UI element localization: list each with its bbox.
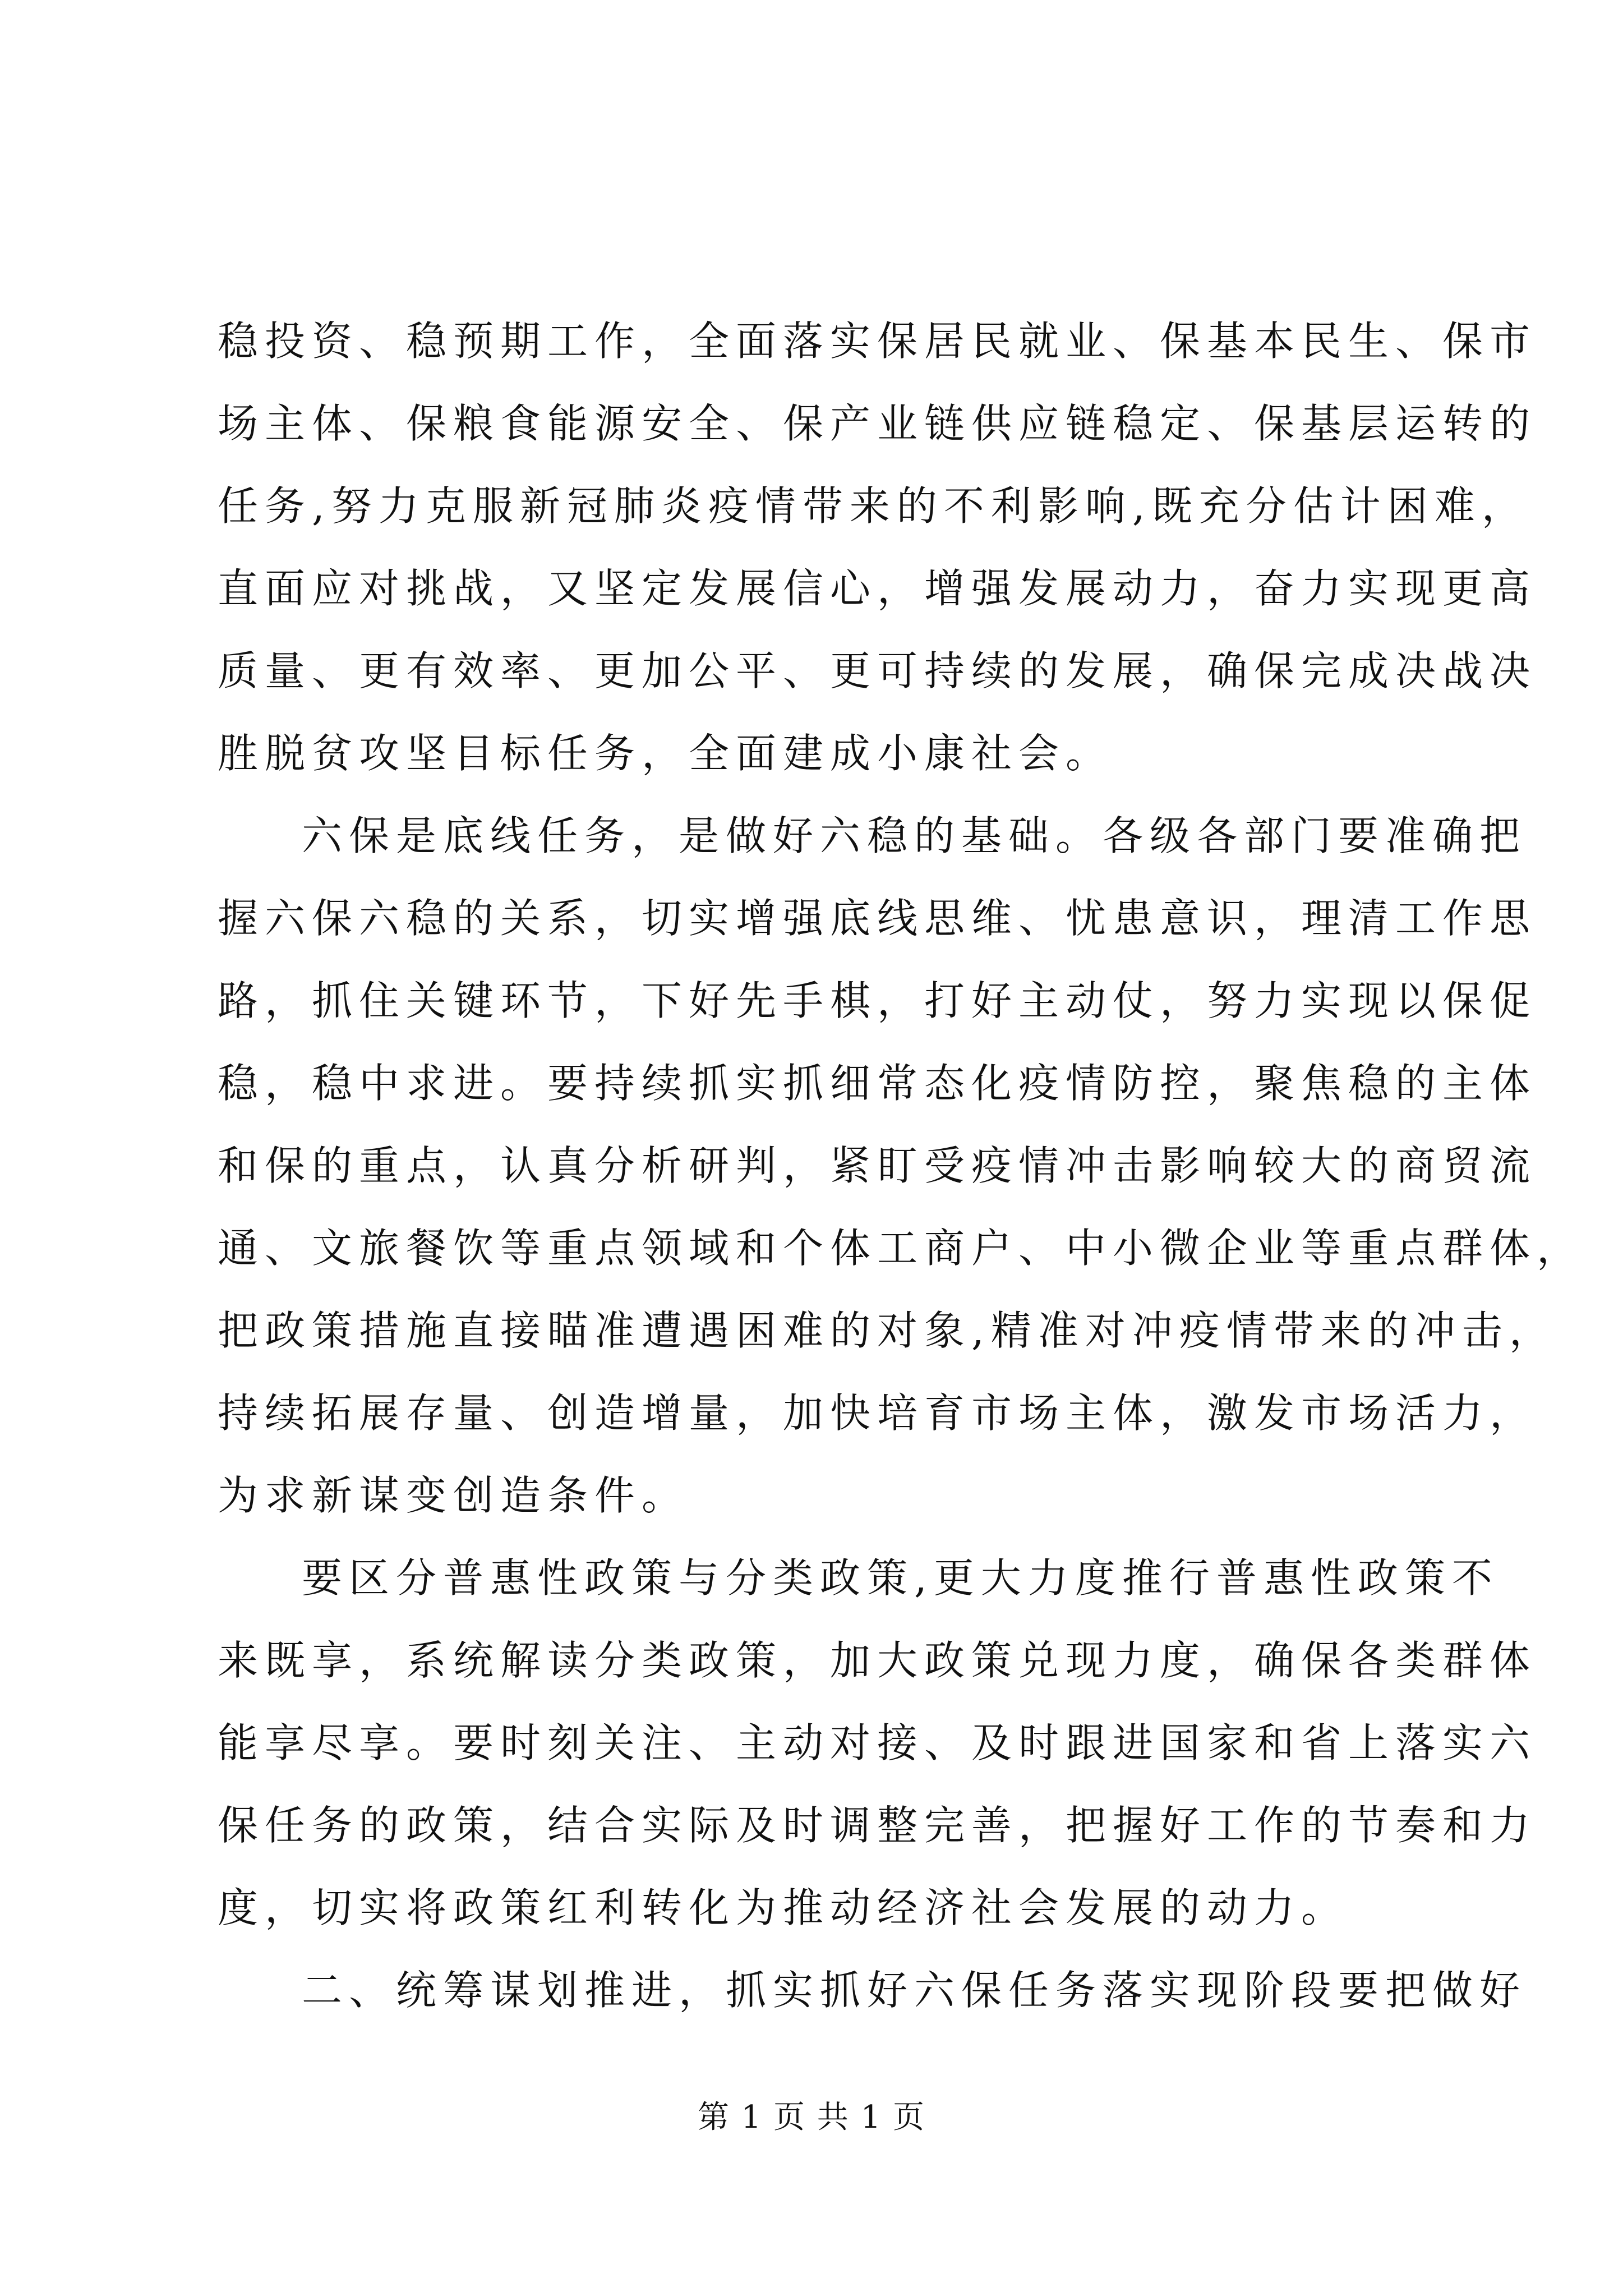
text-line: 路，抓住关键环节，下好先手棋，打好主动仗，努力实现以保促 — [218, 977, 1537, 1024]
paragraph-first-line: 六保是底线任务，是做好六稳的基础。各级各部门要准确把 — [302, 812, 1527, 859]
text-line: 保任务的政策，结合实际及时调整完善，把握好工作的节奏和力 — [218, 1802, 1537, 1849]
text-line: 能享尽享。要时刻关注、主动对接、及时跟进国家和省上落实六 — [218, 1719, 1537, 1766]
text-line: 为求新谋变创造条件。 — [218, 1472, 689, 1519]
text-line: 直面应对挑战，又坚定发展信心，增强发展动力，奋力实现更高 — [218, 565, 1537, 612]
paragraph-first-line: 二、统筹谋划推进，抓实抓好六保任务落实现阶段要把做好 — [302, 1967, 1527, 2014]
text-line: 胜脱贫攻坚目标任务，全面建成小康社会。 — [218, 730, 1113, 777]
text-line: 任务,努力克服新冠肺炎疫情带来的不利影响,既充分估计困难， — [218, 482, 1529, 530]
text-line: 稳投资、稳预期工作，全面落实保居民就业、保基本民生、保市 — [218, 318, 1537, 365]
page-footer: 第 1 页 共 1 页 — [697, 2099, 926, 2136]
text-line: 把政策措施直接瞄准遭遇困难的对象,精准对冲疫情带来的冲击， — [218, 1307, 1556, 1354]
text-line: 来既享，系统解读分类政策，加大政策兑现力度，确保各类群体 — [218, 1637, 1537, 1684]
body-text — [218, 300, 1584, 2032]
text-line: 场主体、保粮食能源安全、保产业链供应链稳定、保基层运转的 — [218, 400, 1537, 447]
text-line: 持续拓展存量、创造增量，加快培育市场主体，激发市场活力， — [218, 1389, 1537, 1437]
text-line: 通、文旅餐饮等重点领域和个体工商户、中小微企业等重点群体， — [218, 1225, 1584, 1272]
text-line: 度，切实将政策红利转化为推动经济社会发展的动力。 — [218, 1884, 1349, 1931]
text-line: 握六保六稳的关系，切实增强底线思维、忧患意识，理清工作思 — [218, 895, 1537, 942]
text-line: 质量、更有效率、更加公平、更可持续的发展，确保完成决战决 — [218, 647, 1537, 694]
text-line: 和保的重点，认真分析研判，紧盯受疫情冲击影响较大的商贸流 — [218, 1142, 1537, 1189]
text-line: 稳，稳中求进。要持续抓实抓细常态化疫情防控，聚焦稳的主体 — [218, 1060, 1537, 1107]
paragraph-first-line: 要区分普惠性政策与分类政策,更大力度推行普惠性政策不 — [302, 1554, 1499, 1602]
